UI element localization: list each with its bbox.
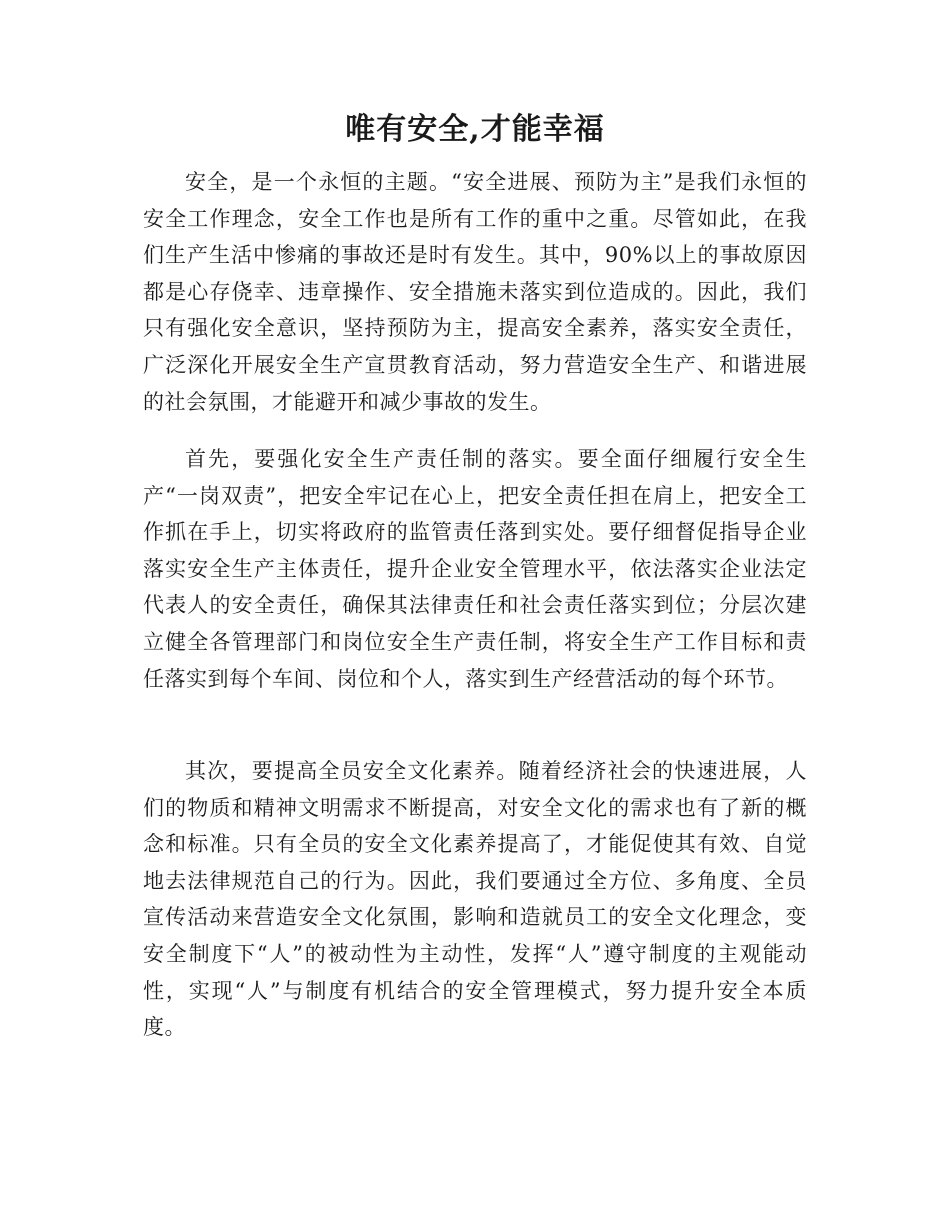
paragraph-second: 其次，要提高全员安全文化素养。随着经济社会的快速进展，人们的物质和精神文明需求不断提高，对安全文化的需求也有了新的概念和标准。只有全员的安全文化素养提高了，才能促使其有效、自觉地去法律规范自己的行为。因此，我们要通过全方位、多角度、全员宣传活动来营造安全文化氛围，影响和造就员工的安全文化理念，变安全制度下“人”的被动性为主动性，发挥“人”遵守制度的主观能动性，实现“人”与制度有机结合的安全管理模式，努力提升安全本质度。 bbox=[143, 759, 807, 1040]
document-title: 唯有安全,才能幸福 bbox=[345, 112, 605, 147]
paragraph-intro: 安全，是一个永恒的主题。“安全进展、预防为主”是我们永恒的安全工作理念，安全工作也是所有工作的重中之重。尽管如此，在我们生产生活中惨痛的事故还是时有发生。其中，90%以上的事故原因都是心存侥幸、违章操作、安全措施未落实到位造成的。因此，我们只有强化安全意识，坚持预防为主，提高安全素养，落实安全责任，广泛深化开展安全生产宣贯教育活动，努力营造安全生产、和谐进展的社会氛围，才能避开和减少事故的发生。 bbox=[143, 170, 807, 414]
paragraph-first: 首先，要强化安全生产责任制的落实。要全面仔细履行安全生产“一岗双责”，把安全牢记在心上，把安全责任担在肩上，把安全工作抓在手上，切实将政府的监管责任落到实处。要仔细督促指导企业落实安全生产主体责任，提升企业安全管理水平，依法落实企业法定代表人的安全责任，确保其法律责任和社会责任落实到位；分层次建立健全各管理部门和岗位安全生产责任制，将安全生产工作目标和责任落实到每个车间、岗位和个人，落实到生产经营活动的每个环节。 bbox=[143, 447, 807, 691]
